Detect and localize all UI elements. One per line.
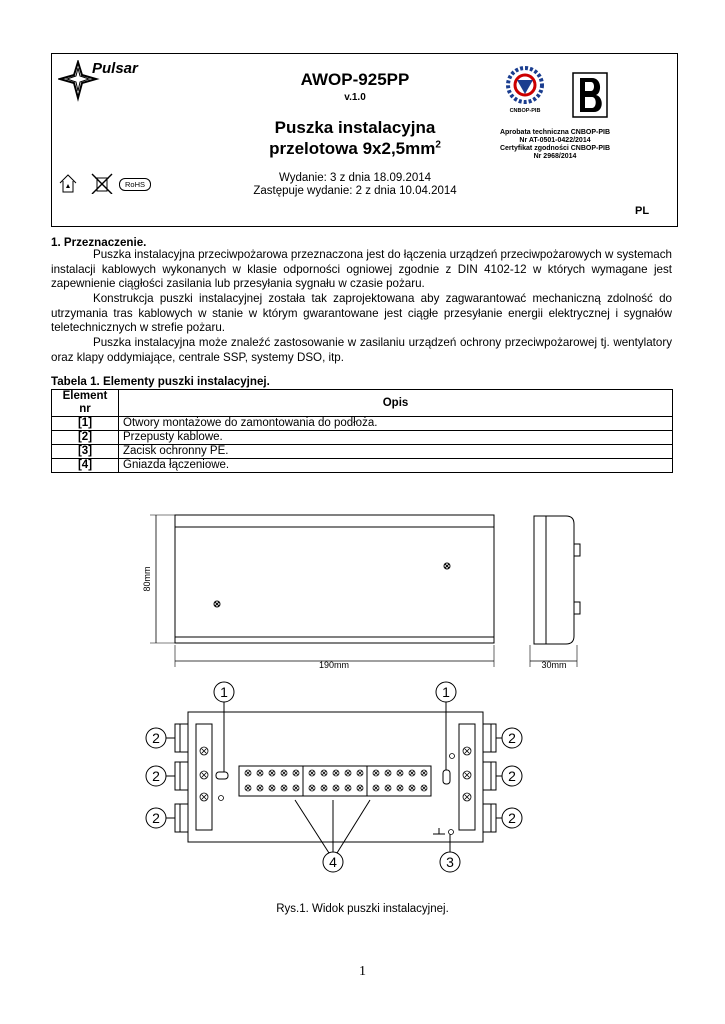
screw-cross bbox=[374, 786, 378, 790]
screw-cross bbox=[358, 771, 362, 775]
screw-cross bbox=[258, 786, 262, 790]
callout-label-4: 4 bbox=[329, 854, 337, 870]
row-nr: [2] bbox=[52, 431, 119, 445]
row-nr: [3] bbox=[52, 445, 119, 459]
screw-cross bbox=[422, 771, 426, 775]
edition: Wydanie: 3 z dnia 18.09.2014 bbox=[278, 172, 432, 184]
table-caption: Tabela 1. Elementy puszki instalacyjnej. bbox=[51, 375, 270, 388]
screw-cross bbox=[358, 786, 362, 790]
screw-cross bbox=[294, 786, 298, 790]
screw-cross bbox=[246, 786, 250, 790]
table-row bbox=[52, 445, 673, 459]
callout-label-2: 2 bbox=[508, 768, 516, 784]
version: v.1.0 bbox=[344, 92, 366, 103]
row-desc: Zacisk ochronny PE. bbox=[119, 445, 673, 459]
screw-cross bbox=[202, 749, 207, 754]
title-sup: 2 bbox=[435, 139, 441, 151]
row-desc: Otwory montażowe do zamontowania do podłoża. bbox=[119, 417, 673, 431]
section-heading: 1. Przeznaczenie. bbox=[51, 236, 147, 249]
screw-cross bbox=[465, 773, 470, 778]
house-icon bbox=[60, 175, 76, 192]
screw-cross bbox=[246, 771, 250, 775]
top-view-body bbox=[188, 712, 483, 842]
callout-label-2: 2 bbox=[152, 810, 160, 826]
title-line2 bbox=[230, 139, 480, 159]
front-view-body bbox=[175, 515, 494, 643]
brand-name: Pulsar bbox=[92, 60, 138, 77]
callout-label-1: 1 bbox=[220, 684, 228, 700]
row-nr: [1] bbox=[52, 417, 119, 431]
screw-cross bbox=[322, 771, 326, 775]
side-view-body bbox=[534, 516, 574, 644]
screw-cross bbox=[346, 786, 350, 790]
screw-cross bbox=[410, 771, 414, 775]
cnbop-logo-icon bbox=[500, 66, 550, 110]
screw-cross bbox=[270, 771, 274, 775]
paragraph-3: Puszka instalacyjna może znaleźć zastosowanie w zasilaniu urządzeń ochrony przeciwpożarowej tj. wentylatory oraz klapy oddymiające, centrale SSP, systemy DSO, itp. bbox=[51, 336, 672, 364]
callout-label-3: 3 bbox=[446, 854, 454, 870]
callout-label-2: 2 bbox=[508, 730, 516, 746]
screw-cross bbox=[282, 771, 286, 775]
screw-cross bbox=[322, 786, 326, 790]
screw-cross bbox=[334, 786, 338, 790]
col-desc-header: Opis bbox=[119, 390, 673, 417]
table-row bbox=[52, 431, 673, 445]
screw-cross bbox=[465, 795, 470, 800]
callout-label-2: 2 bbox=[152, 730, 160, 746]
model-name: AWOP-925PP bbox=[300, 70, 410, 89]
hole-icon bbox=[449, 830, 454, 835]
row-desc: Gniazda łączeniowe. bbox=[119, 459, 673, 473]
screw-cross bbox=[310, 771, 314, 775]
title-line2-text: przelotowa 9x2,5mm bbox=[269, 139, 436, 158]
callout-label-2: 2 bbox=[508, 810, 516, 826]
cert-line3: Certyfikat zgodności CNBOP-PIB bbox=[499, 145, 611, 152]
screw-cross bbox=[346, 771, 350, 775]
screw-cross bbox=[334, 771, 338, 775]
cnbop-label: CNBOP-PIB bbox=[509, 108, 541, 114]
terminal-screws bbox=[200, 747, 471, 835]
callout-label-1: 1 bbox=[442, 684, 450, 700]
replaces: Zastępuje wydanie: 2 z dnia 10.04.2014 bbox=[253, 185, 457, 197]
title-line1: Puszka instalacyjna bbox=[274, 118, 436, 137]
mount-hole-icon bbox=[214, 601, 220, 607]
dim-height-label: 80mm bbox=[142, 566, 152, 592]
table-header-row bbox=[52, 390, 673, 417]
paragraph-2: Konstrukcja puszki instalacyjnej została tak zaprojektowana aby zagwarantować mechaniczną zdolność do utrzymania tras kablowych w stanie w którym gwarantowane jest ciągłe przesyłanie energii elektrycznej i sygnałów teletechnicznych w strefie pożaru. bbox=[51, 292, 672, 335]
screw-cross bbox=[422, 786, 426, 790]
screw-cross bbox=[270, 786, 274, 790]
table-row bbox=[52, 417, 673, 431]
elements-table bbox=[51, 389, 673, 473]
table-row bbox=[52, 459, 673, 473]
mount-hole-icon bbox=[444, 563, 450, 569]
cert-line1: Aprobata techniczna CNBOP-PIB bbox=[499, 129, 611, 136]
screw-cross bbox=[202, 773, 207, 778]
col-element-header: Element nr bbox=[52, 390, 119, 417]
cert-line4: Nr 2968/2014 bbox=[533, 153, 577, 160]
language-code: PL bbox=[635, 205, 650, 217]
screw-cross bbox=[386, 771, 390, 775]
row-nr: [4] bbox=[52, 459, 119, 473]
screw-cross bbox=[386, 786, 390, 790]
screw-cross bbox=[410, 786, 414, 790]
screw-cross bbox=[398, 771, 402, 775]
screw-cross bbox=[374, 771, 378, 775]
screw-cross bbox=[258, 771, 262, 775]
rohs-badge: RoHS bbox=[119, 178, 151, 191]
crossed-bin-icon bbox=[92, 174, 112, 194]
screw-cross bbox=[294, 771, 298, 775]
screw-cross bbox=[282, 786, 286, 790]
b-cert-logo-icon bbox=[572, 72, 608, 118]
screw-cross bbox=[310, 786, 314, 790]
installation-box-drawing bbox=[0, 500, 725, 885]
figure-caption: Rys.1. Widok puszki instalacyjnej. bbox=[276, 903, 449, 915]
row-desc: Przepusty kablowe. bbox=[119, 431, 673, 445]
callout-label-2: 2 bbox=[152, 768, 160, 784]
screw-cross bbox=[202, 795, 207, 800]
hole-icon bbox=[219, 796, 224, 801]
dim-width-label: 190mm bbox=[318, 660, 350, 670]
screw-cross bbox=[465, 749, 470, 754]
dim-depth-label: 30mm bbox=[541, 660, 567, 670]
hole-icon bbox=[450, 754, 455, 759]
paragraph-1: Puszka instalacyjna przeciwpożarowa przeznaczona jest do łączenia urządzeń przeciwpożarowych w systemach instalacji kablowych wykonanych w klasie odporności ogniowej zgodnie z DIN 4102-12 w których wymagane jest zapewnienie ciągłości zasilania lub przesyłania sygnału w czasie pożaru. bbox=[51, 248, 672, 291]
page-number: 1 bbox=[359, 964, 366, 979]
screw-cross bbox=[398, 786, 402, 790]
cert-line2: Nr AT-0501-0422/2014 bbox=[519, 137, 591, 144]
